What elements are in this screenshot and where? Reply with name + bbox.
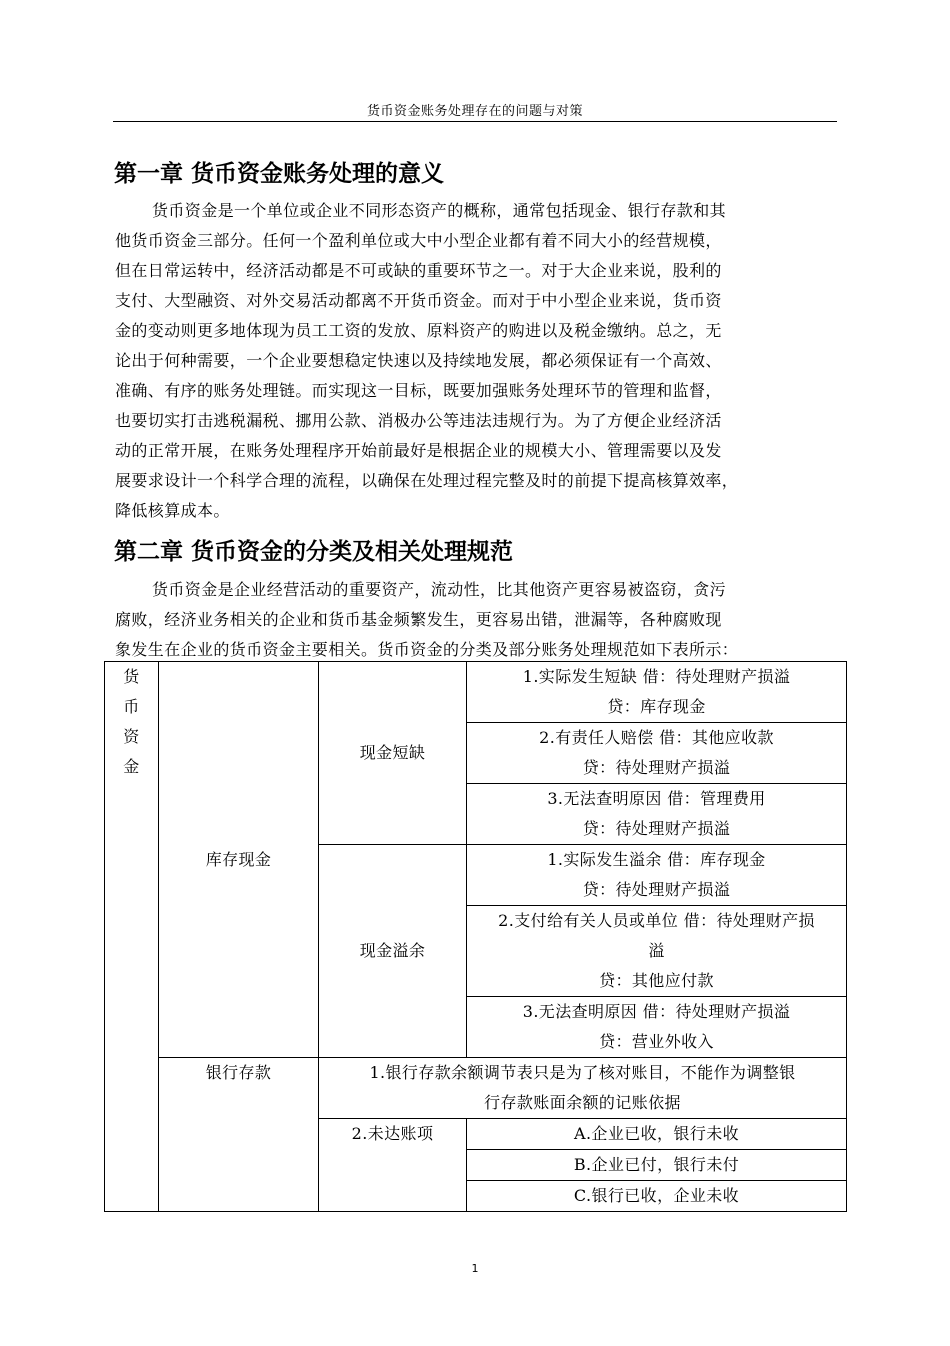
chapter2-heading: 第二章 货币资金的分类及相关处理规范	[114, 539, 514, 565]
cash-classification-table	[104, 661, 847, 1212]
root-char: 金	[123, 757, 140, 776]
chapter1-heading: 第一章 货币资金账务处理的意义	[114, 161, 445, 187]
journal-entry-cell	[467, 723, 847, 784]
root-category-cell	[105, 662, 159, 1212]
text-line: 他货币资金三部分。任何一个盈利单位或大中小型企业都有着不同大小的经营规模，	[115, 231, 722, 250]
text-line: 货币资金是企业经营活动的重要资产，流动性，比其他资产更容易被盗窃，贪污	[152, 580, 727, 599]
entry-line: 贷：待处理财产损溢	[582, 880, 731, 899]
text-line: 也要切实打击逃税漏税、挪用公款、消极办公等违法违规行为。为了方便企业经济活	[115, 411, 722, 430]
root-char: 币	[123, 697, 140, 716]
journal-entry-cell	[467, 906, 847, 997]
header-rule	[113, 121, 837, 122]
entry-line: 3.无法查明原因 借：管理费用	[547, 789, 766, 808]
cash-shortage-cell: 现金短缺	[319, 662, 467, 845]
unreached-item-cell: B.企业已付，银行未付	[467, 1150, 847, 1181]
text-line: 动的正常开展，在账务处理程序开始前最好是根据企业的规模大小、管理需要以及发	[115, 441, 722, 460]
entry-line: 贷：待处理财产损溢	[582, 819, 731, 838]
text-line: 腐败，经济业务相关的企业和货币基金频繁发生，更容易出错，泄漏等，各种腐败现	[115, 610, 722, 629]
cash-on-hand-cell: 库存现金	[159, 662, 319, 1058]
chapter2-paragraph	[115, 575, 850, 665]
text-line: 支付、大型融资、对外交易活动都离不开货币资金。而对于中小型企业来说，货币资	[115, 291, 722, 310]
entry-line: 2.支付给有关人员或单位 借：待处理财产损	[498, 911, 815, 930]
entry-line: 贷：待处理财产损溢	[582, 758, 731, 777]
text-line: 降低核算成本。	[115, 501, 230, 520]
root-char: 资	[123, 727, 140, 746]
text-line: 准确、有序的账务处理链。而实现这一目标，既要加强账务处理环节的管理和监督，	[115, 381, 722, 400]
root-char: 货	[123, 667, 140, 686]
unreached-item-cell: A.企业已收，银行未收	[467, 1119, 847, 1150]
note-line: 行存款账面余额的记账依据	[484, 1093, 681, 1112]
journal-entry-cell	[467, 662, 847, 723]
note-line: 1.银行存款余额调节表只是为了核对账目，不能作为调整银	[369, 1063, 796, 1082]
entry-line: 贷：库存现金	[607, 697, 706, 716]
page-number: 1	[471, 1262, 479, 1275]
bank-deposit-cell: 银行存款	[159, 1058, 319, 1212]
text-line: 但在日常运转中，经济活动都是不可或缺的重要环节之一。对于大企业来说，股利的	[115, 261, 722, 280]
text-line: 展要求设计一个科学合理的流程，以确保在处理过程完整及时的前提下提高核算效率，	[115, 471, 739, 490]
journal-entry-cell	[467, 784, 847, 845]
cash-overage-cell: 现金溢余	[319, 845, 467, 1058]
running-header: 货币资金账务处理存在的问题与对策	[366, 104, 583, 119]
chapter1-paragraph	[115, 196, 850, 526]
entry-line: 1.实际发生溢余 借：库存现金	[547, 850, 766, 869]
text-line: 货币资金是一个单位或企业不同形态资产的概称，通常包括现金、银行存款和其	[152, 201, 727, 220]
entry-line: 2.有责任人赔偿 借：其他应收款	[539, 728, 774, 747]
entry-line: 3.无法查明原因 借：待处理财产损溢	[522, 1002, 791, 1021]
journal-entry-cell	[467, 845, 847, 906]
entry-line: 贷：其他应付款	[599, 971, 714, 990]
text-line: 金的变动则更多地体现为员工工资的发放、原料资产的购进以及税金缴纳。总之，无	[115, 321, 722, 340]
entry-line: 1.实际发生短缺 借：待处理财产损溢	[522, 667, 791, 686]
text-line: 论出于何种需要，一个企业要想稳定快速以及持续地发展，都必须保证有一个高效、	[115, 351, 722, 370]
entry-line: 溢	[648, 941, 665, 960]
text-line: 象发生在企业的货币资金主要相关。货币资金的分类及部分账务处理规范如下表所示：	[115, 640, 739, 659]
journal-entry-cell	[467, 997, 847, 1058]
unreached-items-cell: 2.未达账项	[319, 1119, 467, 1212]
bank-note-cell	[319, 1058, 847, 1119]
unreached-item-cell: C.银行已收，企业未收	[467, 1181, 847, 1212]
entry-line: 贷：营业外收入	[599, 1032, 714, 1051]
